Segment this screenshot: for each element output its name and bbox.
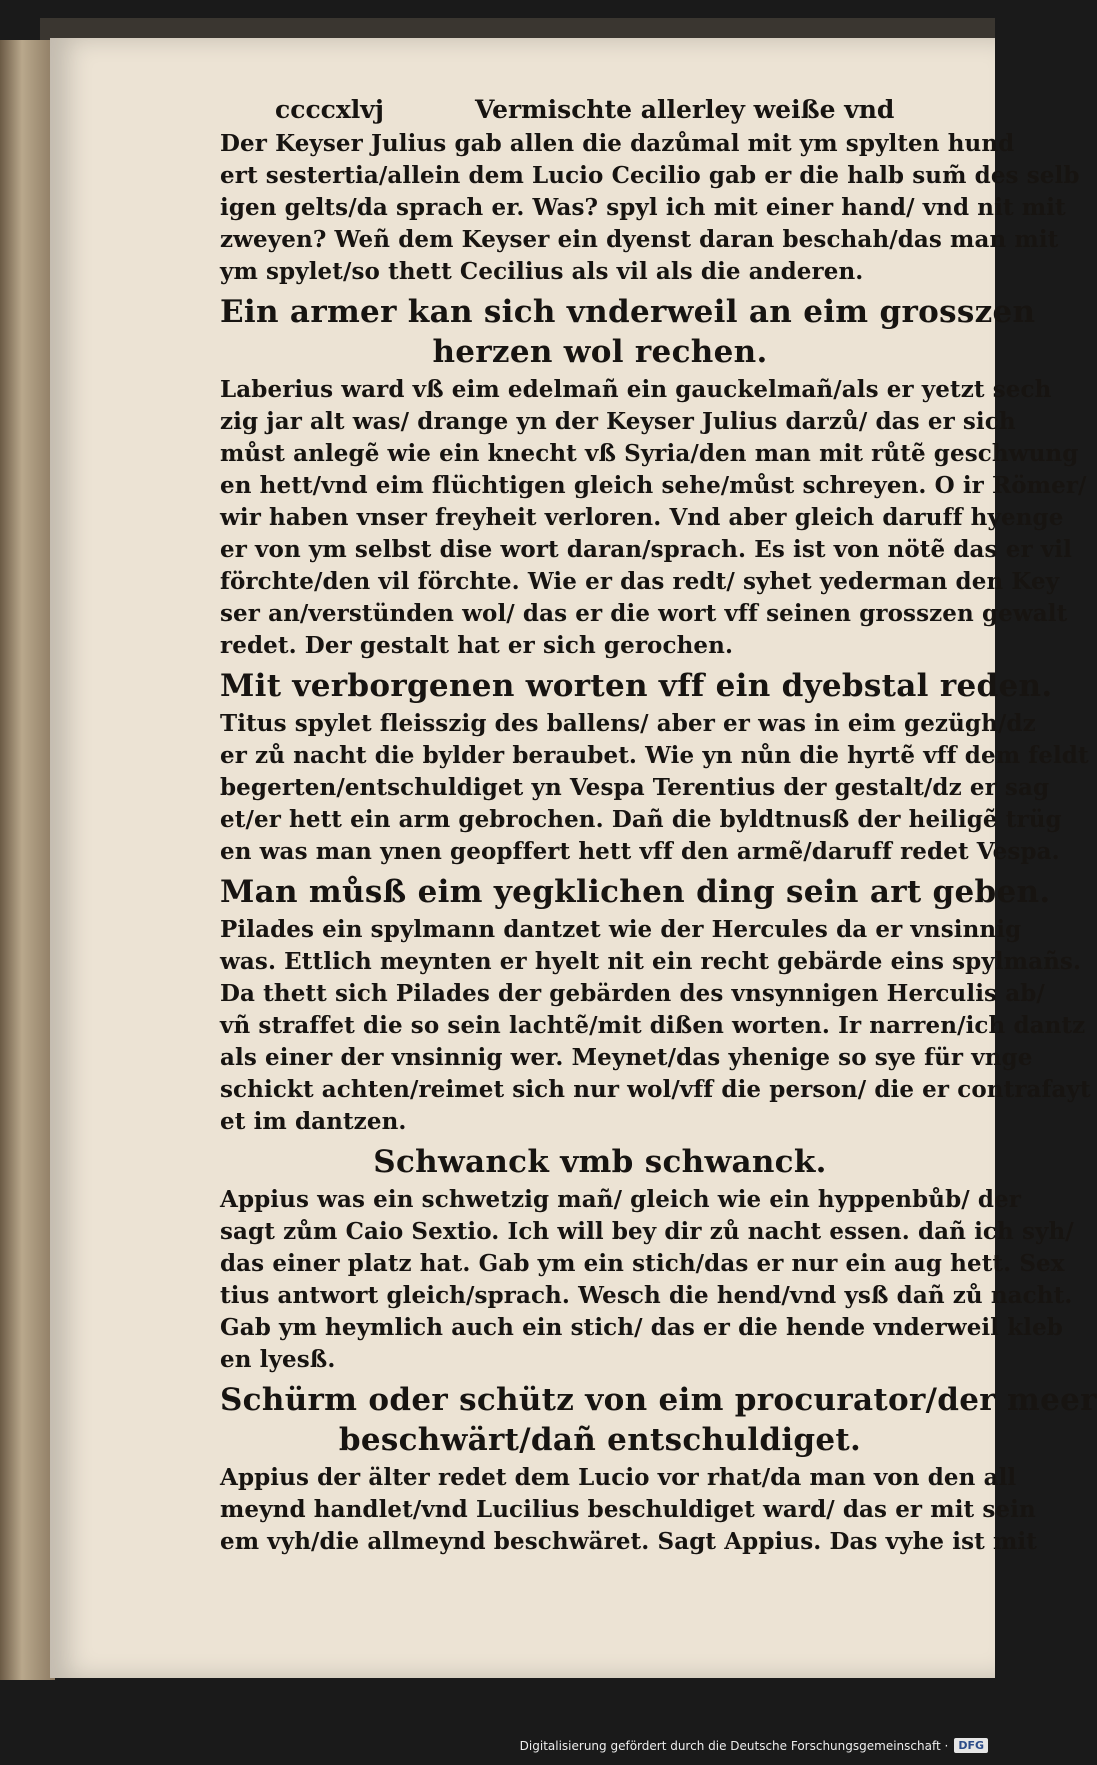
text-line: Schwanck vmb schwanck.	[373, 1144, 827, 1180]
paragraph	[220, 374, 1087, 662]
text-line: redet. Der gestalt hat er sich gerochen.	[220, 632, 734, 659]
text-line: et im dantzen.	[220, 1108, 407, 1135]
text-line: sagt zům Caio Sextio. Ich will bey dir zů nacht essen. dañ ich syh/	[220, 1218, 1074, 1245]
text-line: begerten/entschuldiget yn Vespa Terentius der gestalt/dz er sag	[220, 774, 1050, 801]
text-line: förchte/den vil förchte. Wie er das redt/ syhet yederman den Key	[220, 568, 1060, 595]
text-line: Pilades ein spylmann dantzet wie der Hercules da er vnsinnig	[220, 916, 1022, 943]
running-title: Vermischte allerley weiße vnd	[475, 95, 895, 124]
paragraph	[220, 1184, 1074, 1376]
text-line: ser an/verstünden wol/ das er die wort vff seinen grosszen gewalt	[220, 600, 1068, 627]
text-line: Da thett sich Pilades der gebärden des vnsynnigen Herculis ab/	[220, 980, 1045, 1007]
paragraph	[220, 1462, 1037, 1558]
text-line: Der Keyser Julius gab allen die dazůmal mit ym spylten hund	[220, 130, 1015, 157]
text-line: Schürm oder schütz von eim procurator/der meer	[220, 1382, 1097, 1418]
section-heading	[220, 1380, 1097, 1460]
text-line: Gab ym heymlich auch ein stich/ das er die hende vnderweil kleb	[220, 1314, 1063, 1341]
text-line: Mit verborgenen worten vff ein dyebstal reden.	[220, 668, 1053, 704]
text-blocks	[220, 128, 1097, 1558]
paragraph	[220, 914, 1091, 1138]
text-line: Appius was ein schwetzig mañ/ gleich wie ein hyppenbůb/ der	[220, 1186, 1022, 1213]
text-line: er von ym selbst dise wort daran/sprach. Es ist von nötẽ das er vil	[220, 536, 1072, 563]
text-line: et/er hett ein arm gebrochen. Dañ die byldtnusß der heiligẽ trüg	[220, 806, 1062, 833]
text-line: tius antwort gleich/sprach. Wesch die hend/vnd ysß dañ zů nacht.	[220, 1282, 1073, 1309]
text-line: das einer platz hat. Gab ym ein stich/das er nur ein aug hett. Sex	[220, 1250, 1065, 1277]
text-line: zweyen? Weñ dem Keyser ein dyenst daran beschah/das man mit	[220, 226, 1059, 253]
text-line: Ein armer kan sich vnderweil an eim grosszen	[220, 294, 1036, 330]
footer-text: Digitalisierung gefördert durch die Deutsche Forschungsgemeinschaft ·	[519, 1738, 949, 1753]
section-heading	[220, 666, 1053, 706]
text-line: wir haben vnser freyheit verloren. Vnd aber gleich daruff hyenge	[220, 504, 1064, 531]
text-line: em vyh/die allmeynd beschwäret. Sagt Appius. Das vyhe ist mit	[220, 1528, 1037, 1555]
page-header	[220, 95, 980, 124]
section-heading	[220, 292, 1036, 372]
section-heading	[220, 1142, 980, 1182]
text-line: en was man ynen geopffert hett vff den armẽ/daruff redet Vespa.	[220, 838, 1060, 865]
page-text	[220, 95, 1097, 1558]
text-line: was. Ettlich meynten er hyelt nit ein recht gebärde eins spylmañs.	[220, 948, 1082, 975]
text-line: Appius der älter redet dem Lucio vor rhat/da man von den all	[220, 1464, 1017, 1491]
text-line: en lyesß.	[220, 1346, 336, 1373]
text-line: meynd handlet/vnd Lucilius beschuldiget ward/ das er mit sein	[220, 1496, 1036, 1523]
text-line: Laberius ward vß eim edelmañ ein gauckelmañ/als er yetzt sech	[220, 376, 1052, 403]
text-line: igen gelts/da sprach er. Was? spyl ich mit einer hand/ vnd nit mit	[220, 194, 1066, 221]
text-line: Man můsß eim yegklichen ding sein art geben.	[220, 874, 1051, 910]
text-line: Titus spylet fleisszig des ballens/ aber er was in eim gezügh/dz	[220, 710, 1036, 737]
text-line: beschwärt/dañ entschuldiget.	[338, 1422, 862, 1458]
text-line: vñ straffet die so sein lachtẽ/mit dißen worten. Ir narren/ich dantz	[220, 1012, 1086, 1039]
text-line: můst anlegẽ wie ein knecht vß Syria/den man mit růtẽ geschwung	[220, 440, 1079, 467]
dfg-logo: DFG	[954, 1738, 988, 1753]
text-line: er zů nacht die bylder beraubet. Wie yn nůn die hyrtẽ vff dem feldt	[220, 742, 1089, 769]
text-line: ym spylet/so thett Cecilius als vil als die anderen.	[220, 258, 864, 285]
text-line: ert sestertia/allein dem Lucio Cecilio gab er die halb sum̃ des selb	[220, 162, 1080, 189]
text-line: schickt achten/reimet sich nur wol/vff die person/ die er contrafayt	[220, 1076, 1091, 1103]
text-line: zig jar alt was/ drange yn der Keyser Julius darzů/ das er sich	[220, 408, 1016, 435]
footer-credit	[520, 1738, 988, 1753]
paragraph	[220, 128, 1080, 288]
text-line: en hett/vnd eim flüchtigen gleich sehe/můst schreyen. O ir Römer/	[220, 472, 1087, 499]
section-heading	[220, 872, 1051, 912]
book-page-edges	[0, 40, 55, 1680]
text-line: als einer der vnsinnig wer. Meynet/das yhenige so sye für vnge	[220, 1044, 1033, 1071]
folio-number: ccccxlvj	[275, 95, 384, 124]
text-line: herzen wol rechen.	[432, 334, 768, 370]
paragraph	[220, 708, 1089, 868]
